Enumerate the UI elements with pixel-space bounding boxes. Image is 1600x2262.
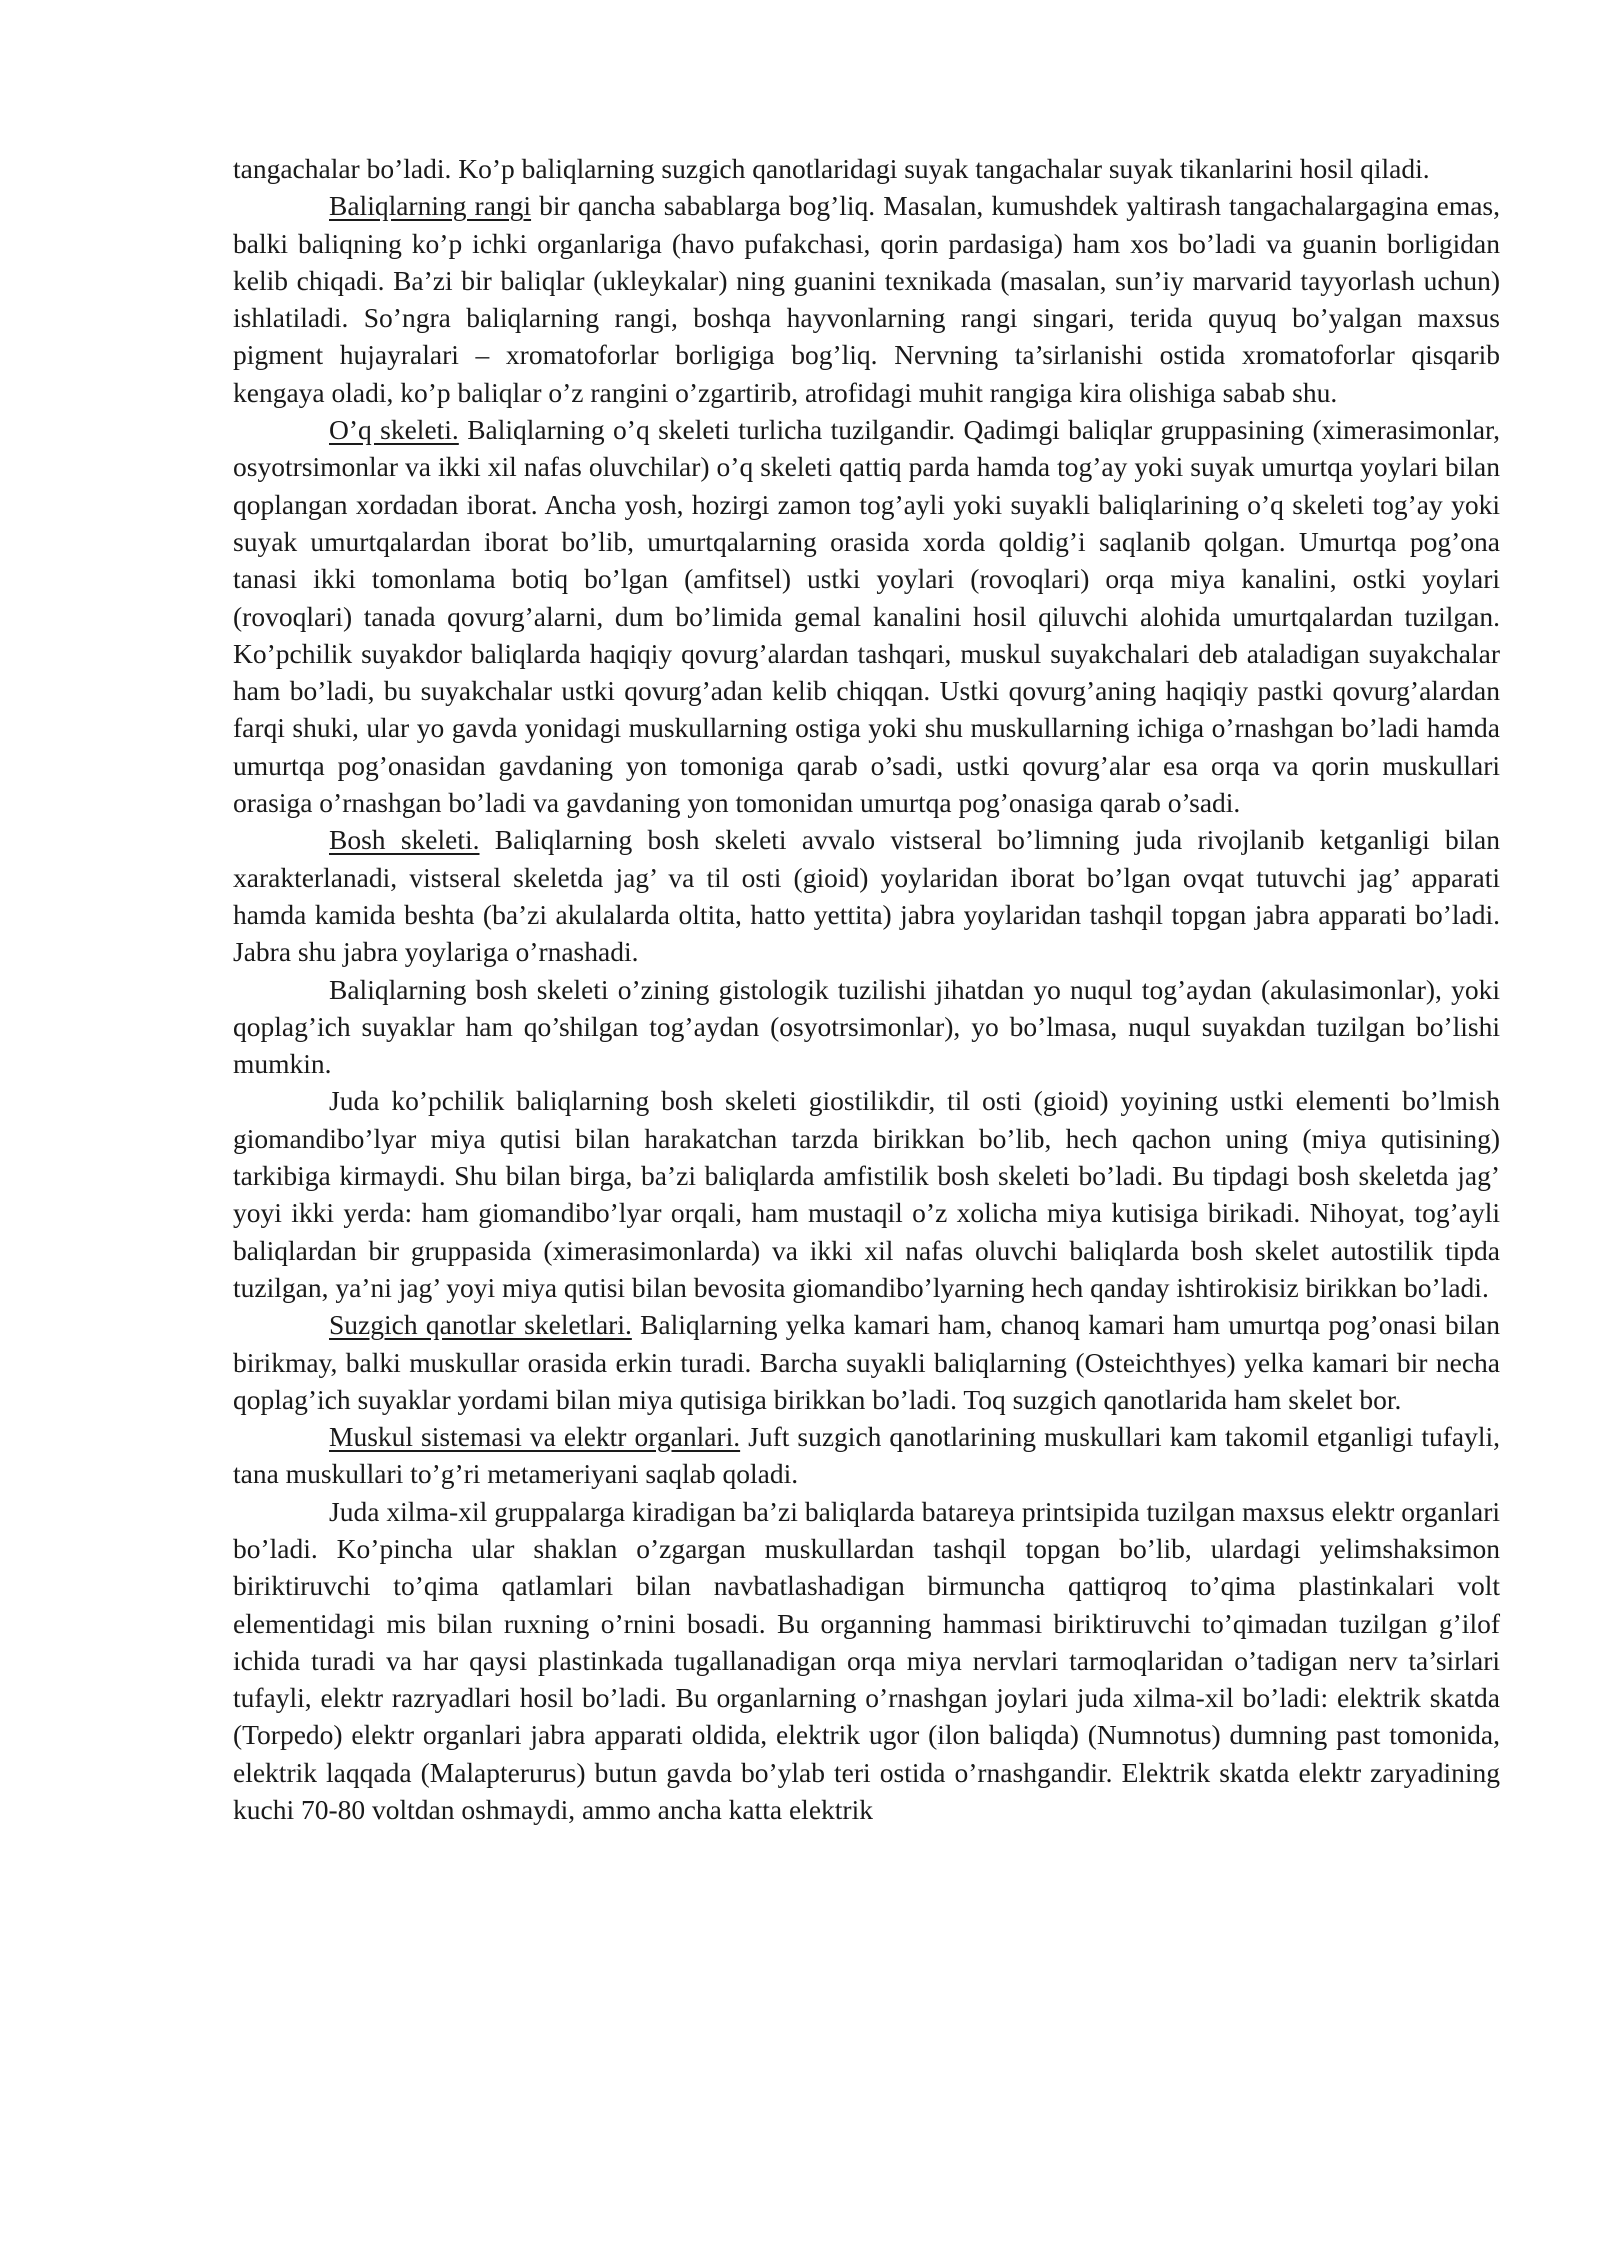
paragraph-text: tangachalar bo’ladi. Ko’p baliqlarning suzgich qanotlaridagi suyak tangachalar suyak tikanlarini hosil qiladi.	[233, 153, 1430, 184]
paragraph-electric-organs	[233, 1493, 1500, 1829]
section-heading-head-skeleton: Bosh skeleti.	[329, 824, 480, 856]
paragraph-text: Juft suzgich qanotlarining muskullari kam takomil etganligi tufayli, tana muskullari to’g’ri metameriyani saqlab qoladi.	[233, 1421, 1500, 1490]
paragraph-fish-color	[233, 187, 1500, 411]
paragraph-fin-skeletons	[233, 1306, 1500, 1418]
paragraph-text: Baliqlarning o’q skeleti turlicha tuzilgandir. Qadimgi baliqlar gruppasining (ximerasimonlar, osyotrsimonlar va ikki xil nafas oluvchilar) o’q skeleti qattiq parda hamda tog’ay yoki suyak umurtqa yoylari bilan qoplangan xordadan iborat. Ancha yosh, hozirgi zamon tog’ayli yoki suyakli baliqlarining o’q skeleti tog’ay yoki suyak umurtqalardan iborat bo’lib, umurtqalarning orasida xorda qoldig’i saqlanib qolgan. Umurtqa pog’ona tanasi ikki tomonlama botiq bo’lgan (amfitsel) ustki yoylari (rovoqlari) orqa miya kanalini, ostki yoylari (rovoqlari) tanada qovurg’alarni, dum bo’limida gemal kanalini hosil qiluvchi alohida umurtqalardan tuzilgan. Ko’pchilik suyakdor baliqlarda haqiqiy qovurg’alardan tashqari, muskul suyakchalari deb ataladigan suyakchalar ham bo’ladi, bu suyakchalar ustki qovurg’adan kelib chiqqan. Ustki qovurg’aning haqiqiy pastki qovurg’alardan farqi shuki, ular yo gavda yonidagi muskullarning ostiga yoki shu muskullarning ichiga o’rnashgan bo’ladi hamda umurtqa pog’onasidan gavdaning yon tomoniga qarab o’sadi, ustki qovurg’alar esa orqa va qorin muskullari orasiga o’rnashgan bo’ladi va gavdaning yon tomonidan umurtqa pog’onasiga qarab o’sadi.	[233, 414, 1500, 819]
paragraph-text: bir qancha sabablarga bog’liq. Masalan, kumushdek yaltirash tangachalargagina emas, balki baliqning ko’p ichki organlariga (havo pufakchasi, qorin pardasiga) ham xos bo’ladi va guanin borligidan kelib chiqadi. Ba’zi bir baliqlar (ukleykalar) ning guanini texnikada (masalan, sun’iy marvarid tayyorlash uchun) ishlatiladi. So’ngra baliqlarning rangi, boshqa hayvonlarning rangi singari, terida quyuq bo’yalgan maxsus pigment hujayralari – xromatoforlar borligiga bog’liq. Nervning ta’sirlanishi ostida xromatoforlar qisqarib kengaya oladi, ko’p baliqlar o’z rangini o’zgartirib, atrofidagi muhit rangiga kira olishiga sabab shu.	[233, 190, 1500, 408]
paragraph-axial-skeleton	[233, 411, 1500, 821]
document-page	[233, 150, 1500, 1828]
section-heading-fin-skeletons: Suzgich qanotlar skeletlari.	[329, 1309, 632, 1341]
paragraph-continuation	[233, 150, 1500, 187]
paragraph-text: Baliqlarning yelka kamari ham, chanoq kamari ham umurtqa pog’onasi bilan birikmay, balki muskullar orasida erkin turadi. Barcha suyakli baliqlarning (Osteichthyes) yelka kamari bir necha qoplag’ich suyaklar yordami bilan miya qutisiga birikkan bo’ladi. Toq suzgich qanotlarida ham skelet bor.	[233, 1309, 1500, 1415]
section-heading-axial-skeleton: O’q skeleti.	[329, 414, 459, 446]
paragraph-head-skeleton	[233, 821, 1500, 970]
paragraph-text: Baliqlarning bosh skeleti o’zining gistologik tuzilishi jihatdan yo nuqul tog’aydan (akulasimonlar), yoki qoplag’ich suyaklar ham qo’shilgan tog’aydan (osyotrsimonlar), yo bo’lmasa, nuqul suyakdan tuzilgan bo’lishi mumkin.	[233, 973, 1500, 1080]
paragraph-text: Juda xilma-xil gruppalarga kiradigan ba’zi baliqlarda batareya printsipida tuzilgan maxsus elektr organlari bo’ladi. Ko’pincha ular shaklan o’zgargan muskullardan tashqil topgan bo’lib, ulardagi yelimshaksimon biriktiruvchi to’qima qatlamlari bilan navbatlashadigan birmuncha qattiqroq to’qima plastinkalari volt elementidagi mis bilan ruxning o’rnini bosadi. Bu organning hammasi biriktiruvchi to’qimadan tuzilgan g’ilof ichida turadi va har qaysi plastinkada tugallanadigan orqa miya nervlari tarmoqlaridan o’tadigan nerv ta’sirlari tufayli, elektr razryadlari hosil bo’ladi. Bu organlarning o’rnashgan joylari juda xilma-xil bo’ladi: elektrik skatda (Torpedo) elektr organlari jabra apparati oldida, elektrik ugor (ilon baliqda) (Numnotus) dumning past tomonida, elektrik laqqada (Malapterurus) butun gavda bo’ylab teri ostida o’rnashgandir. Elektrik skatda elektr zaryadining kuchi 70-80 voltdan oshmaydi, ammo ancha katta elektrik	[233, 1495, 1500, 1826]
paragraph-text: Baliqlarning bosh skeleti avvalo vistseral bo’limning juda rivojlanib ketganligi bilan xarakterlanadi, vistseral skeletda jag’ va til osti (gioid) yoylaridan iborat bo’lgan ovqat tutuvchi jag’ apparati hamda kamida beshta (ba’zi akulalarda oltita, hatto yettita) jabra yoylaridan tashqil topgan jabra apparati bo’ladi. Jabra shu jabra yoylariga o’rnashadi.	[233, 824, 1500, 968]
paragraph-head-skeleton-histology	[233, 971, 1500, 1083]
section-heading-muscle-system: Muskul sistemasi va elektr organlari.	[329, 1421, 741, 1453]
section-heading-fish-color: Baliqlarning rangi	[329, 190, 532, 222]
paragraph-muscle-system	[233, 1418, 1500, 1493]
paragraph-text: Juda ko’pchilik baliqlarning bosh skeleti giostilikdir, til osti (gioid) yoyining ustki elementi bo’lmish giomandibo’lyar miya qutisi bilan harakatchan tarzda birikkan bo’lib, hech qachon uning (miya qutisining) tarkibiga kirmaydi. Shu bilan birga, ba’zi baliqlarda amfistilik bosh skeleti bo’ladi. Bu tipdagi bosh skeletda jag’ yoyi ikki yerda: ham giomandibo’lyar orqali, ham mustaqil o’z xolicha miya kutisiga birikadi. Nihoyat, tog’ayli baliqlardan bir gruppasida (ximerasimonlarda) va ikki xil nafas oluvchi baliqlarda bosh skelet autostilik tipda tuzilgan, ya’ni jag’ yoyi miya qutisi bilan bevosita giomandibo’lyarning hech qanday ishtirokisiz birikkan bo’ladi.	[233, 1085, 1500, 1303]
paragraph-hyostylic-skull	[233, 1082, 1500, 1306]
